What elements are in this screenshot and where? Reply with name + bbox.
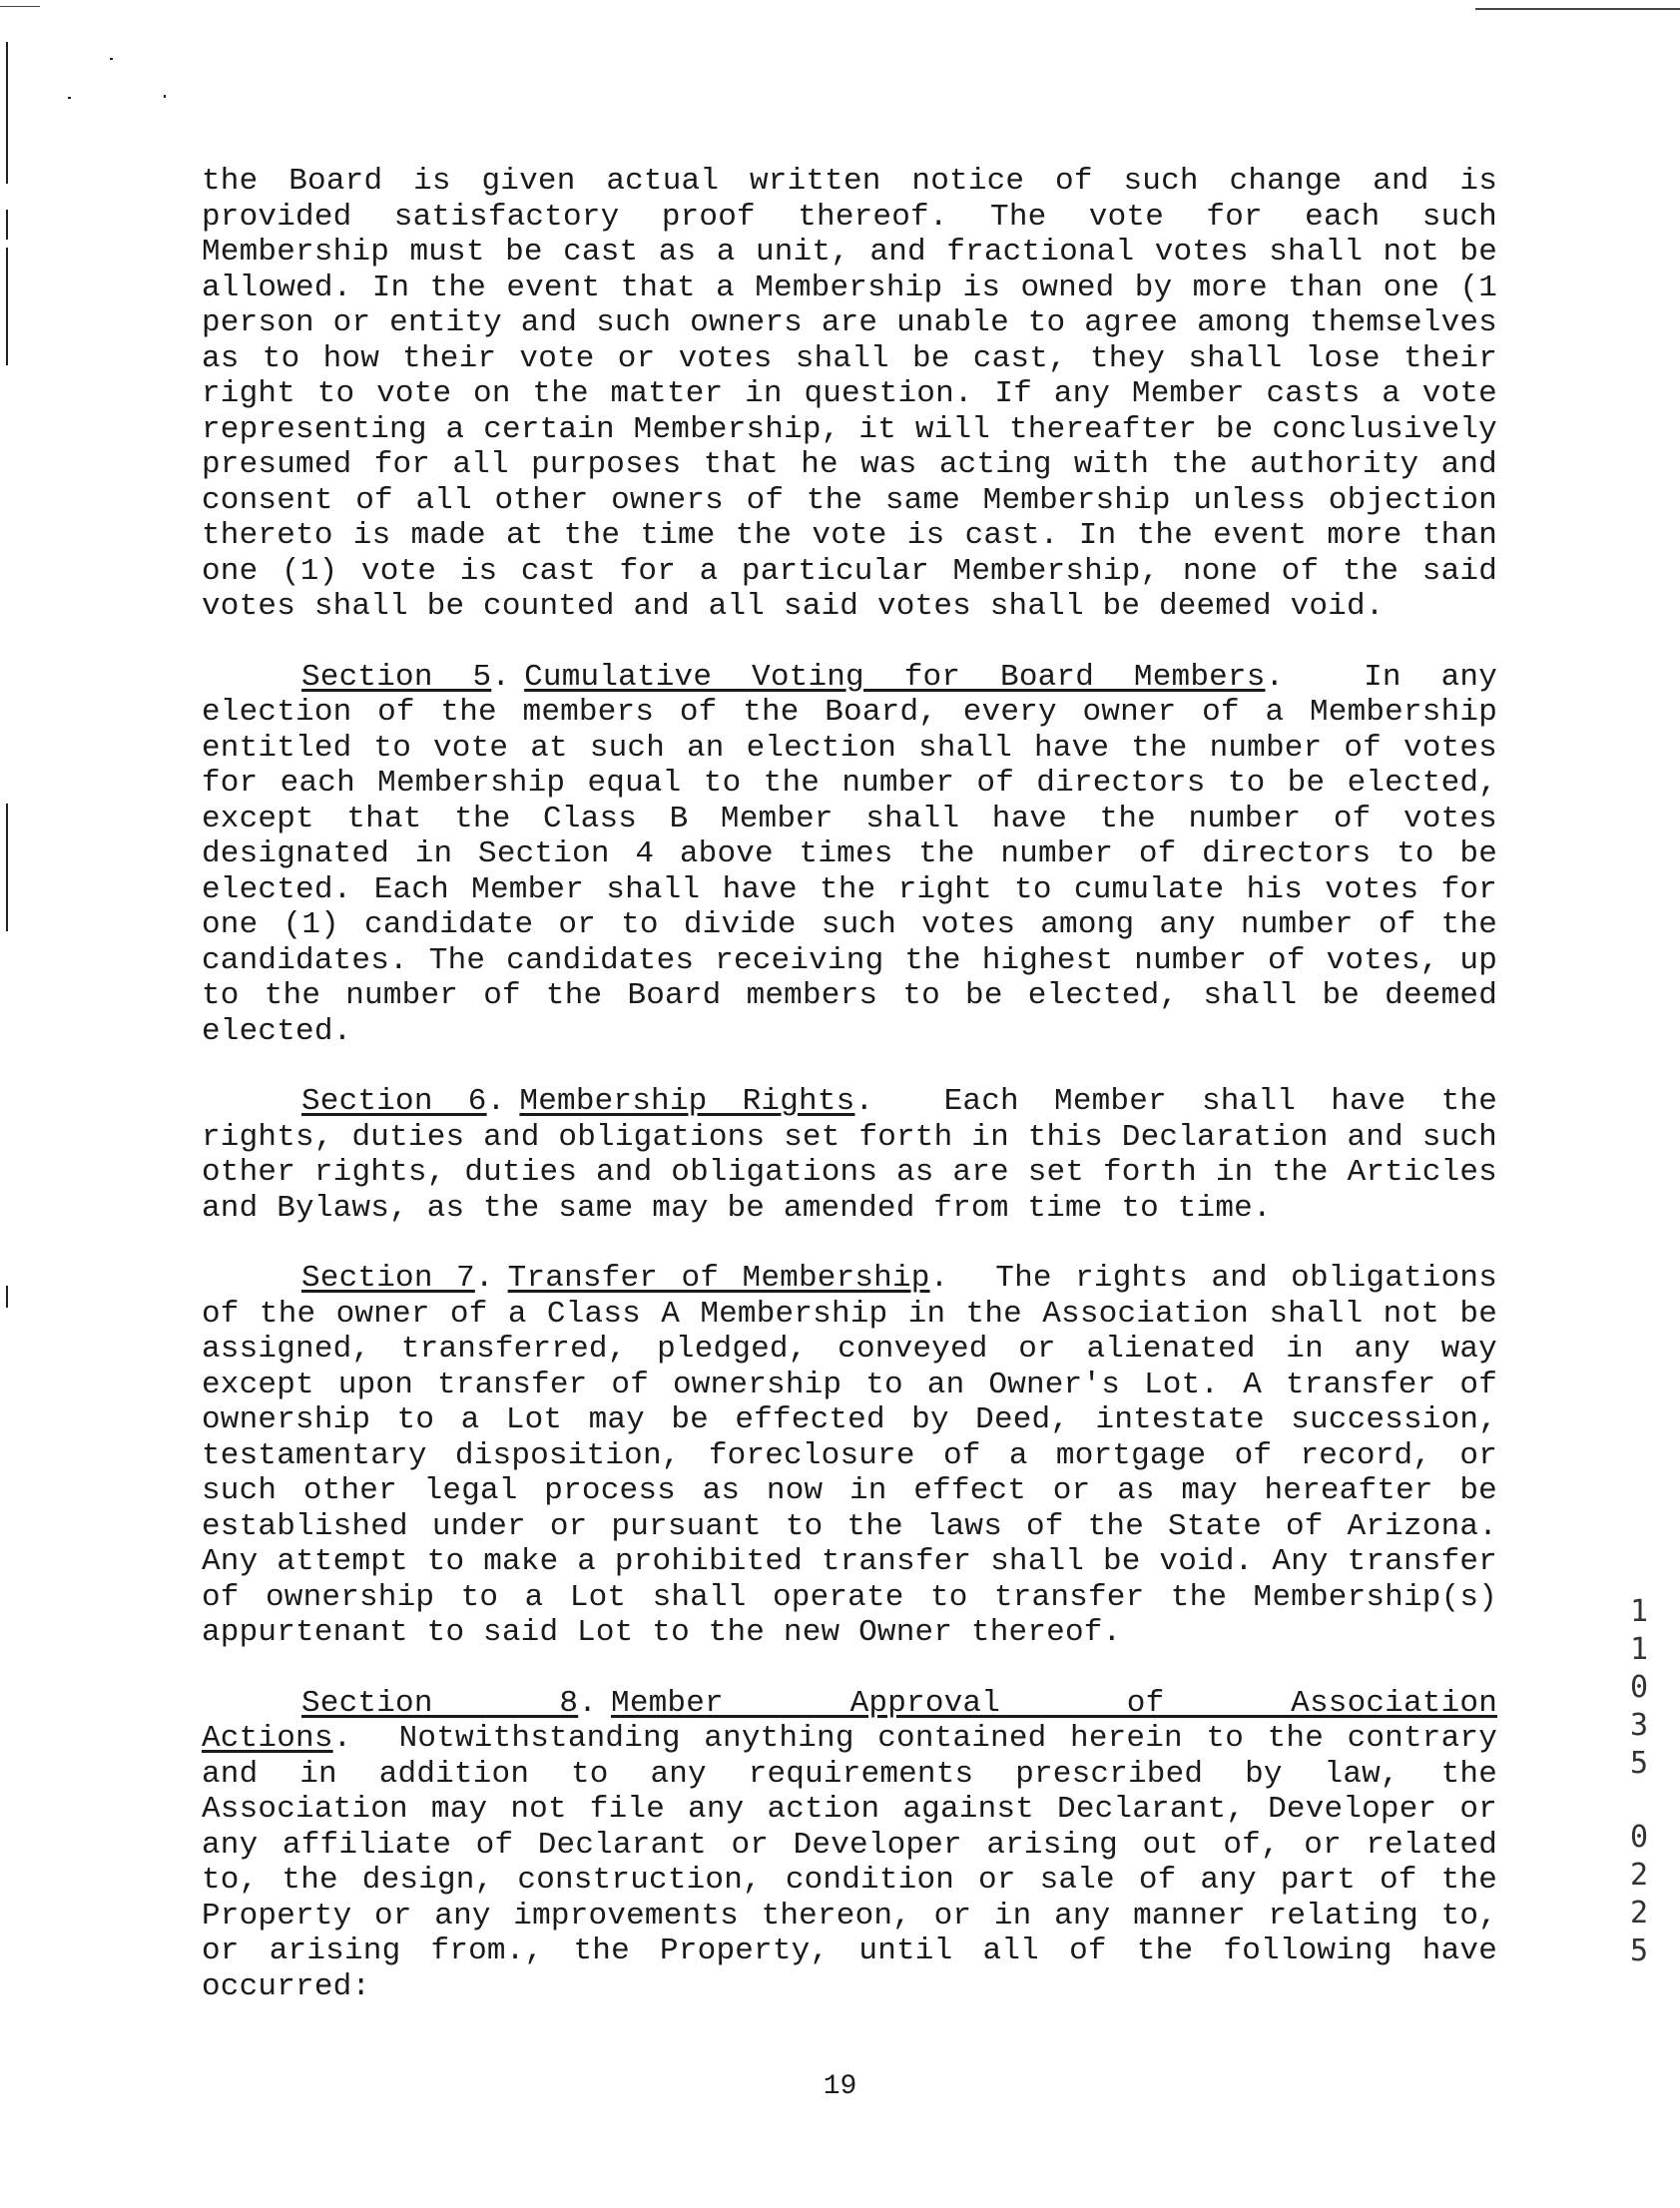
scan-edge-mark — [6, 1286, 8, 1308]
section-number: Section 8 — [301, 1685, 579, 1721]
scan-edge-mark — [6, 804, 8, 931]
scan-edge-mark — [6, 210, 8, 240]
section-title: Transfer of Membership — [507, 1261, 930, 1296]
scan-speck — [110, 58, 113, 60]
scan-speck — [68, 97, 71, 99]
scan-edge-mark — [6, 42, 8, 184]
stamp-digit: 2 — [1629, 1896, 1649, 1931]
paragraph-text: the Board is given actual written notice of such change and is provided satisfactory proof thereof. The vote for each such Membership must be cast as a unit, and fractional votes shall not be allowed. In the event that a Membership is owned by more than one (1 person or entity and such owners are unable to agree among themselves as to how their vote or votes shall be cast, they shall lose their right to vote on the matter in question. If any Member casts a vote representing a certain Membership, it will thereafter be conclusively presumed for all purposes that he was acting with the authority and consent of all other owners of the same Membership unless objection thereto is made at the time the vote is cast. In the event more than one (1) vote is cast for a particular Membership, none of the said votes shall be counted and all said votes shall be deemed void. — [202, 164, 1497, 624]
section-number: Section 5 — [301, 659, 492, 695]
section-text: The rights and obligations of the owner of a Class A Membership in the Association shall not be assigned, transferred, pledged, conveyed or alienated in any way except upon transfer of ownership to an Owner's Lot. A transfer of ownership to a Lot may be effected by Deed, intestate succession, testamentary disposition, foreclosure of a mortgage of record, or such other legal process as now in effect or as may hereafter be established under or pursuant to the laws of the State of Arizona. Any attempt to make a prohibited transfer shall be void. Any transfer of ownership to a Lot shall operate to transfer the Membership(s) appurtenant to said Lot to the new Owner thereof. — [202, 1261, 1498, 1650]
stamp-digit: 0 — [1629, 1670, 1649, 1705]
stamp-digit: 5 — [1629, 1933, 1649, 1968]
section-text: Each Member shall have the rights, duties and obligations set forth in this Declaration and such other rights, duties and obligations as are set forth in the Articles and Bylaws, as the same may be amended from time to time. — [202, 1084, 1497, 1226]
section-7: Section 7. Transfer of Membership. The rights and obligations of the owner of a Class A Membership in the Association shall not be assigned, transferred, pledged, conveyed or alienated in any way except upon transfer of ownership to an Owner's Lot. A transfer of ownership to a Lot may be effected by Deed, intestate succession, testamentary disposition, foreclosure of a mortgage of record, or such other legal process as now in effect or as may hereafter be established under or pursuant to the laws of the State of Arizona. Any attempt to make a prohibited transfer shall be void. Any transfer of ownership to a Lot shall operate to transfer the Membership(s) appurtenant to said Lot to the new Owner thereof. — [202, 1261, 1498, 1650]
recording-number-stamp — [1619, 1593, 1659, 1970]
section-title: Membership Rights — [519, 1084, 855, 1119]
stamp-digit: 1 — [1629, 1632, 1649, 1667]
section-8: Section 8. Member Approval of Association Actions. Notwithstanding anything contained herein to the contrary and in addition to any requirements prescribed by law, the Association may not file any action against Declarant, Developer or any affiliate of Declarant or Developer arising out of, or related to, the design, construction, condition or sale of any part of the Property or any improvements thereon, or in any manner relating to, or arising from., the Property, until all of the following have occurred: — [202, 1685, 1498, 2004]
document-body — [202, 164, 1497, 2039]
section-6: Section 6. Membership Rights. Each Member shall have the rights, duties and obligations set forth in this Declaration and such other rights, duties and obligations as are set forth in the Articles and Bylaws, as the same may be amended from time to time. — [202, 1084, 1497, 1226]
section-number: Section 7 — [301, 1261, 475, 1296]
page-number: 19 — [823, 2071, 857, 2102]
stamp-digit: 2 — [1629, 1858, 1649, 1893]
scan-speck — [164, 95, 166, 98]
section-5: Section 5. Cumulative Voting for Board Members. In any election of the members of the Board, every owner of a Membership entitled to vote at such an election shall have the number of votes for each Membership equal to the number of directors to be elected, except that the Class B Member shall have the number of votes designated in Section 4 above times the number of directors to be elected. Each Member shall have the right to cumulate his votes for one (1) candidate or to divide such votes among any number of the candidates. The candidates receiving the highest number of votes, up to the number of the Board members to be elected, shall be deemed elected. — [202, 659, 1498, 1049]
top-edge-rule — [1475, 8, 1680, 10]
section-text: Notwithstanding anything contained herein to the contrary and in addition to any requirements prescribed by law, the Association may not file any action against Declarant, Developer or any affiliate of Declarant or Developer arising out of, or related to, the design, construction, condition or sale of any part of the Property or any improvements thereon, or in any manner relating to, or arising from., the Property, until all of the following have occurred: — [202, 1721, 1497, 2004]
stamp-digit: 3 — [1629, 1708, 1649, 1743]
section-title: Member Approval of Association Actions — [202, 1685, 1498, 1756]
stamp-digit: 1 — [1629, 1594, 1649, 1629]
section-title: Cumulative Voting for Board Members — [524, 659, 1266, 695]
section-text: In any election of the members of the Board, every owner of a Membership entitled to vote at such an election shall have the number of votes for each Membership equal to the number of directors to be elected, except that the Class B Member shall have the number of votes designated in Section 4 above times the number of directors to be elected. Each Member shall have the right to cumulate his votes for one (1) candidate or to divide such votes among any number of the candidates. The candidates receiving the highest number of votes, up to the number of the Board members to be elected, shall be deemed elected. — [202, 659, 1498, 1049]
scan-edge-mark — [6, 248, 8, 365]
stamp-digit: 0 — [1629, 1820, 1649, 1855]
paragraph-voting-continued — [202, 164, 1497, 625]
stamp-digit: 5 — [1629, 1746, 1649, 1781]
top-edge-dash — [0, 6, 40, 7]
section-number: Section 6 — [301, 1084, 487, 1119]
